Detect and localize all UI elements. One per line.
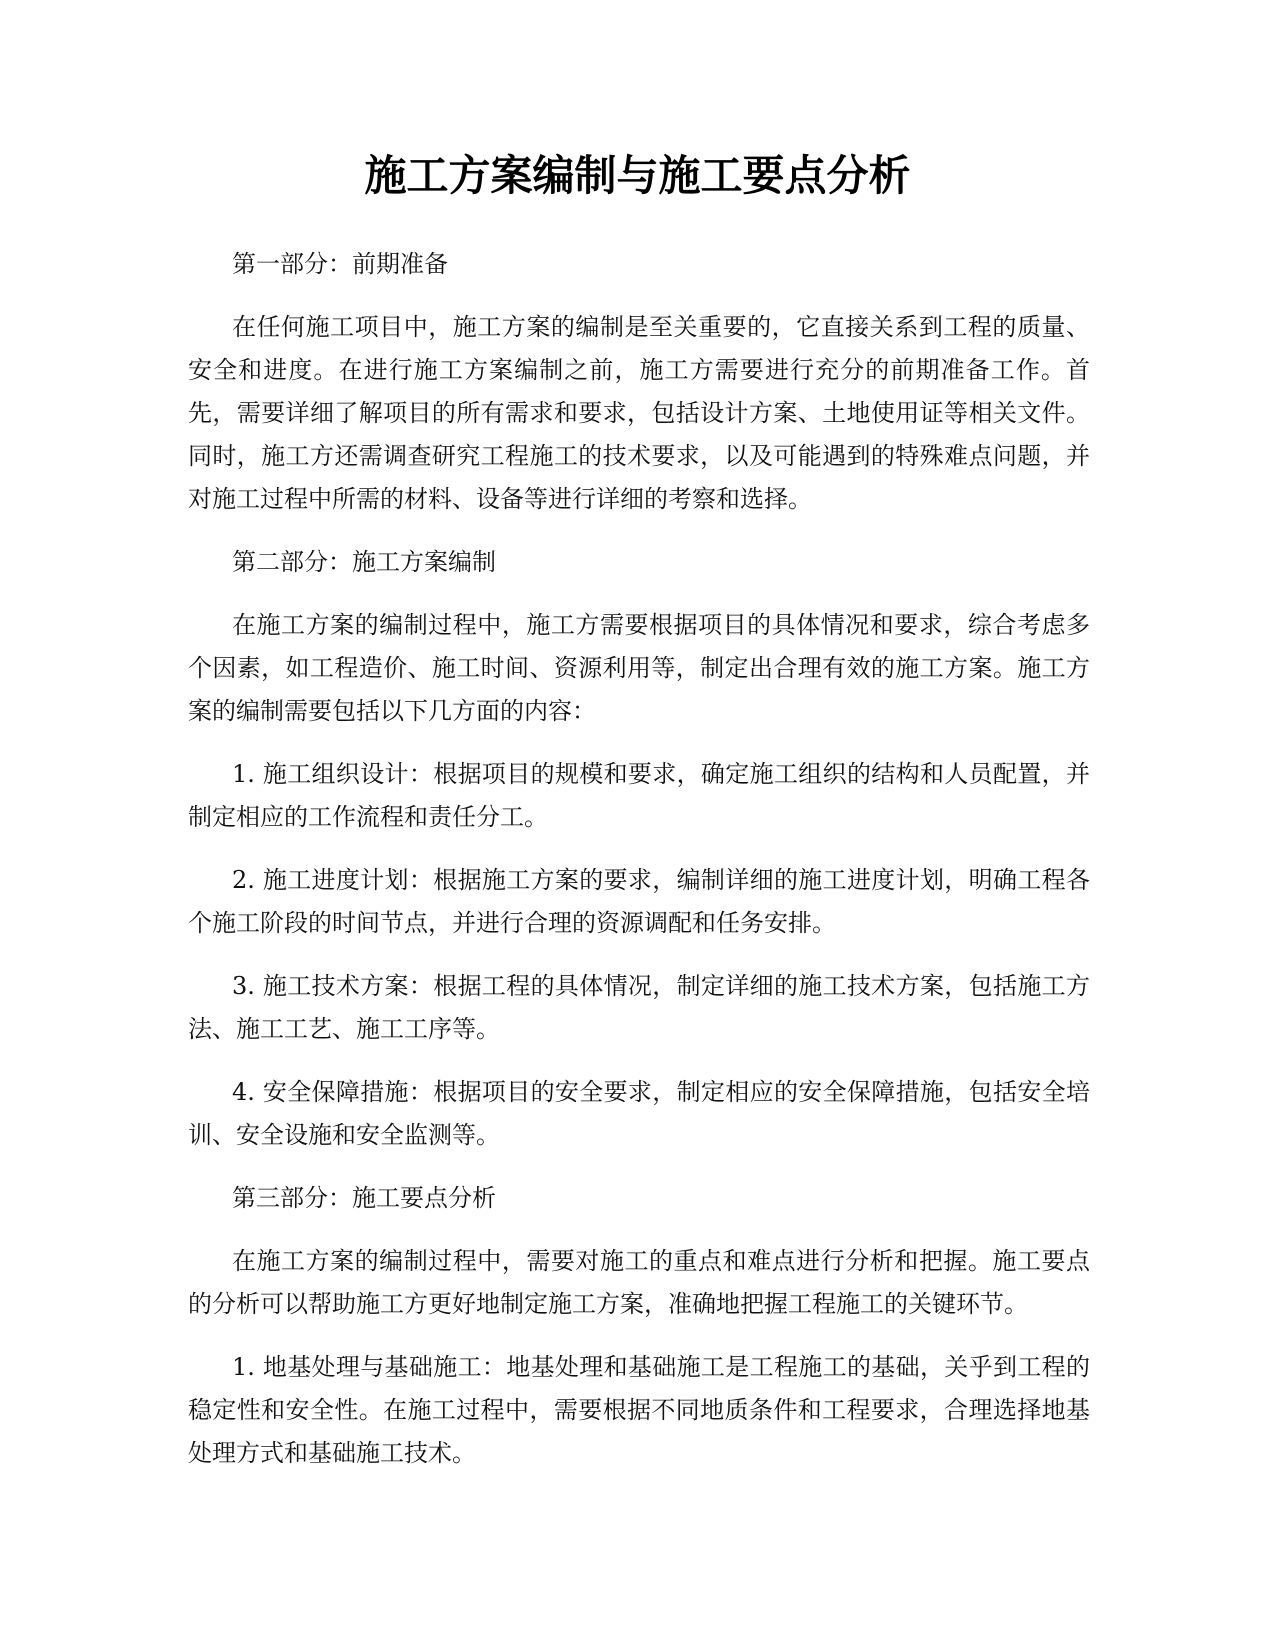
paragraph-preparation: 在任何施工项目中，施工方案的编制是至关重要的，它直接关系到工程的质量、安全和进度。在进行施工方案编制之前，施工方需要进行充分的前期准备工作。首先，需要详细了解项目的所有需求和要求，包括设计方案、土地使用证等相关文件。同时，施工方还需调查研究工程施工的技术要求，以及可能遇到的特殊难点问题，并对施工过程中所需的材料、设备等进行详细的考察和选择。 bbox=[188, 313, 1090, 513]
list-item-foundation: 1. 地基处理与基础施工：地基处理和基础施工是工程施工的基础，关乎到工程的稳定性和安全性。在施工过程中，需要根据不同地质条件和工程要求，合理选择地基处理方式和基础施工技术。 bbox=[188, 1353, 1090, 1467]
paragraph-key-points: 在施工方案的编制过程中，需要对施工的重点和难点进行分析和把握。施工要点的分析可以帮助施工方更好地制定施工方案，准确地把握工程施工的关键环节。 bbox=[188, 1247, 1090, 1318]
section-heading-plan-compilation: 第二部分：施工方案编制 bbox=[232, 548, 496, 576]
section-heading-preparation: 第一部分：前期准备 bbox=[232, 250, 448, 278]
list-item-safety-measures: 4. 安全保障措施：根据项目的安全要求，制定相应的安全保障措施，包括安全培训、安全设施和安全监测等。 bbox=[188, 1078, 1090, 1149]
document-body bbox=[188, 243, 1090, 1495]
list-item-organization-design: 1. 施工组织设计：根据项目的规模和要求，确定施工组织的结构和人员配置，并制定相应的工作流程和责任分工。 bbox=[188, 760, 1090, 831]
paragraph-plan-compilation: 在施工方案的编制过程中，施工方需要根据项目的具体情况和要求，综合考虑多个因素，如工程造价、施工时间、资源利用等，制定出合理有效的施工方案。施工方案的编制需要包括以下几方面的内容： bbox=[188, 611, 1090, 725]
section-heading-key-points: 第三部分：施工要点分析 bbox=[232, 1184, 496, 1212]
list-item-technical-plan: 3. 施工技术方案：根据工程的具体情况，制定详细的施工技术方案，包括施工方法、施工工艺、施工工序等。 bbox=[188, 972, 1090, 1043]
list-item-progress-plan: 2. 施工进度计划：根据施工方案的要求，编制详细的施工进度计划，明确工程各个施工阶段的时间节点，并进行合理的资源调配和任务安排。 bbox=[188, 866, 1090, 937]
document-title: 施工方案编制与施工要点分析 bbox=[364, 151, 911, 200]
